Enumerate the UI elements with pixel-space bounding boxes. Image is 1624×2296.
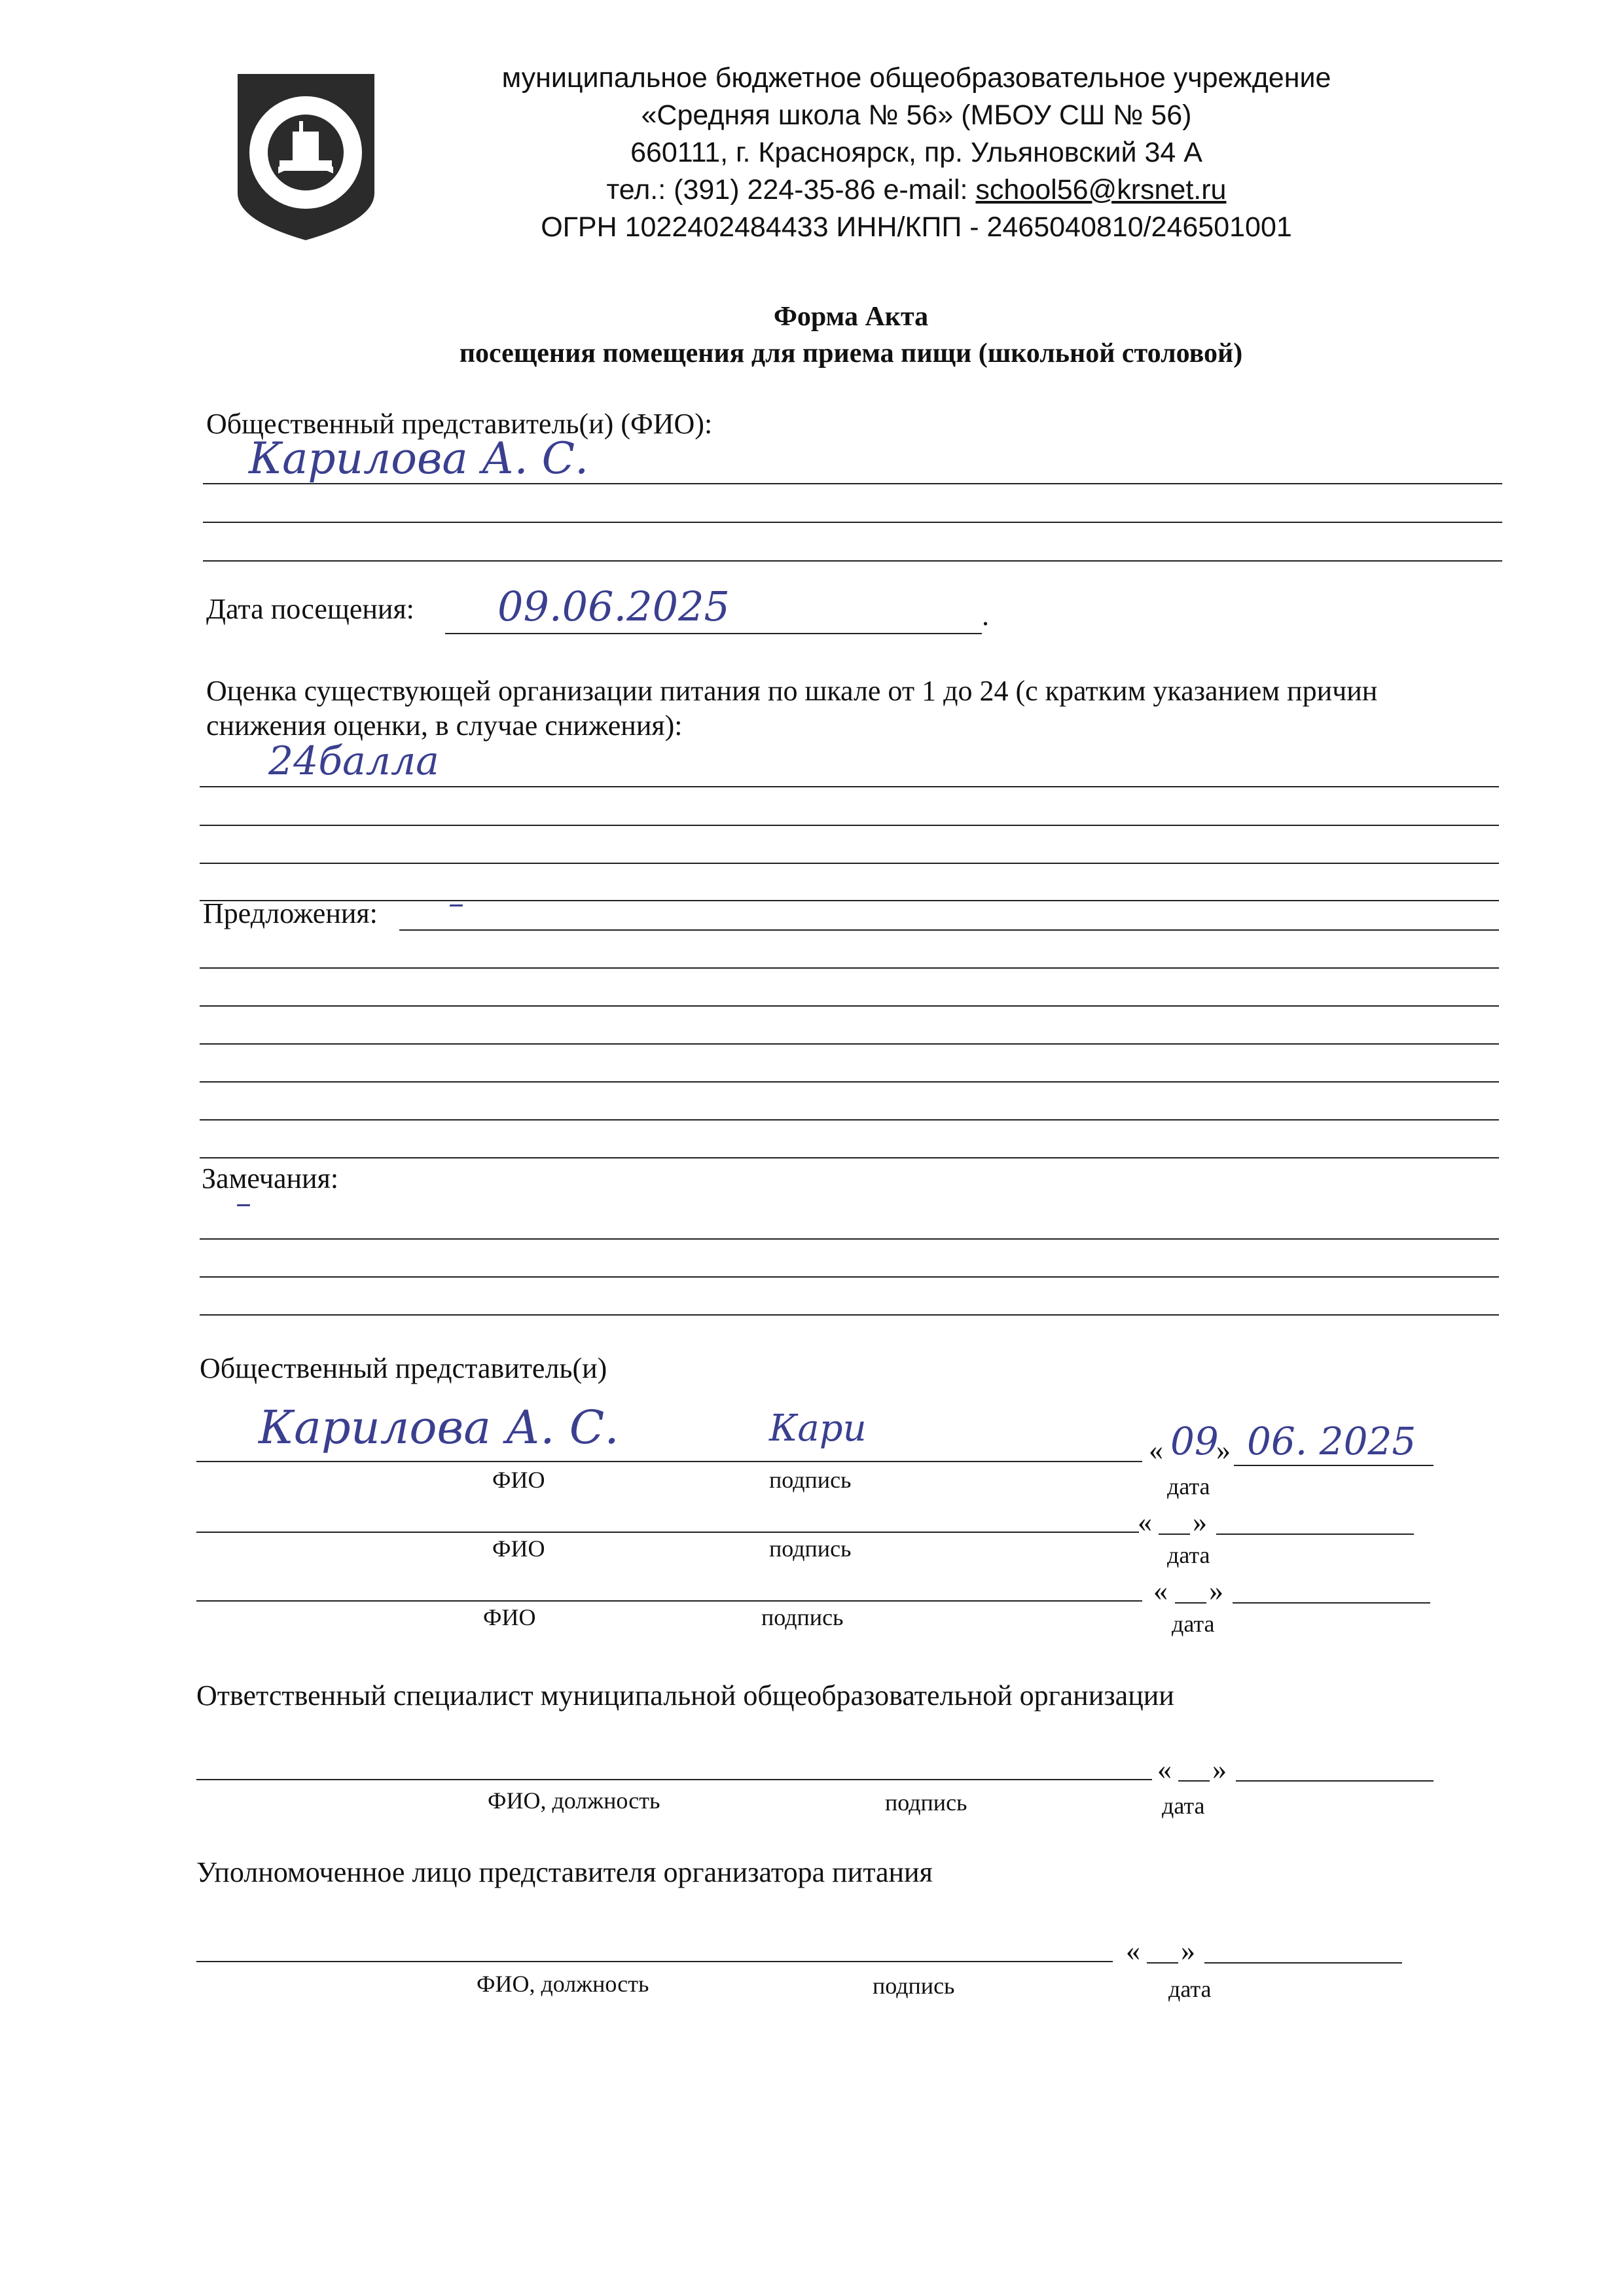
signature-row-3-line [196,1600,1142,1602]
proposals-line-7 [200,1157,1499,1158]
signature-row-3-date-line [1233,1602,1430,1604]
rating-line-1 [200,786,1499,787]
signature-row-3-sign-caption: подпись [761,1604,844,1630]
authorized-line [196,1961,1113,1962]
specialist-heading: Ответственный специалист муниципальной общеобразовательной организации [196,1679,1174,1712]
signature-row-2-quote-close: » [1193,1506,1207,1538]
specialist-quote-open: « [1157,1753,1172,1785]
authorized-heading: Уполномоченное лицо представителя организатора питания [196,1856,933,1888]
org-email-link[interactable]: school56@krsnet.ru [975,174,1227,206]
proposals-value: – [448,885,464,922]
representative-line-1 [203,483,1502,484]
remarks-label: Замечания: [202,1162,339,1194]
representative-label: Общественный представитель(и) (ФИО): [206,408,713,440]
proposals-line-4 [200,1043,1499,1045]
signature-row-3-quote-close: » [1209,1575,1223,1607]
specialist-fio-caption: ФИО, должность [488,1787,660,1814]
signature-row-1-date-line [1234,1465,1434,1466]
signature-row-1-month-year: 06. 2025 [1247,1419,1416,1463]
proposals-label: Предложения: [203,897,378,929]
authorized-sign-caption: подпись [873,1973,955,1999]
representative-value: Карилова А. С. [249,433,589,484]
rating-line-4 [200,900,1499,901]
visit-date-suffix: . [982,600,989,632]
rating-label-line2: снижения оценки, в случае снижения): [206,709,683,742]
specialist-date-line [1236,1780,1434,1782]
specialist-sign-caption: подпись [885,1789,967,1816]
org-name-line2: «Средняя школа № 56» (МБОУ СШ № 56) [641,99,1192,131]
proposals-line-2 [200,967,1499,969]
proposals-line-5 [200,1081,1499,1083]
org-address: 660111, г. Красноярск, пр. Ульяновский 34 А [630,137,1202,168]
signature-row-2-quote-open: « [1138,1506,1152,1538]
rating-label-line1: Оценка существующей организации питания по шкале от 1 до 24 (с кратким указанием причин [206,675,1378,707]
signatures-heading: Общественный представитель(и) [200,1352,607,1384]
form-subtitle: посещения помещения для приема пищи (школьной столовой) [459,338,1243,368]
org-contacts [367,174,1466,206]
remarks-line-1 [200,1238,1499,1240]
signature-row-2-date-caption: дата [1167,1542,1210,1568]
signature-row-1-sign-caption: подпись [769,1467,852,1493]
authorized-fio-caption: ФИО, должность [477,1971,649,1997]
signature-row-1-quote-open: « [1149,1434,1163,1466]
school-emblem [232,69,380,245]
remarks-line-3 [200,1314,1499,1316]
authorized-quote-open: « [1126,1935,1140,1967]
authorized-date-line [1204,1962,1402,1964]
signature-row-1-line [196,1461,1142,1462]
signature-row-1-quote-close: » [1216,1434,1231,1466]
specialist-line [196,1779,1152,1780]
visit-date-line [445,633,982,634]
authorized-day-line [1147,1962,1178,1964]
rating-value: 24балла [268,738,439,784]
signature-row-2-date-line [1216,1534,1414,1535]
signature-row-1-fio: Карилова А. С. [259,1401,619,1454]
representative-line-3 [203,560,1502,562]
signature-row-3-day-line [1175,1602,1206,1604]
org-name-line1: муниципальное бюджетное общеобразовательное учреждение [501,62,1331,94]
signature-row-3-quote-open: « [1153,1575,1168,1607]
visit-date-label: Дата посещения: [206,593,414,625]
visit-date-value: 09.06.2025 [497,583,730,630]
signature-row-3-date-caption: дата [1172,1611,1215,1637]
remarks-value: – [236,1185,251,1221]
signature-row-2-line [196,1532,1139,1533]
authorized-quote-close: » [1181,1935,1195,1967]
proposals-line-3 [200,1005,1499,1007]
signature-row-1-date-caption: дата [1167,1473,1210,1499]
proposals-line-1 [399,929,1499,931]
signature-row-1-fio-caption: ФИО [492,1467,545,1493]
specialist-date-caption: дата [1162,1793,1205,1819]
specialist-quote-close: » [1212,1753,1227,1785]
signature-row-2-fio-caption: ФИО [492,1535,545,1562]
authorized-date-caption: дата [1168,1976,1212,2002]
signature-row-2-sign-caption: подпись [769,1535,852,1562]
proposals-line-6 [200,1119,1499,1121]
representative-line-2 [203,522,1502,523]
signature-row-1-signature: Кари [769,1407,867,1450]
rating-line-3 [200,863,1499,864]
rating-line-2 [200,825,1499,826]
specialist-day-line [1178,1780,1210,1782]
form-title: Форма Акта [773,302,929,332]
org-phone: тел.: (391) 224-35-86 e-mail: [606,174,976,206]
signature-row-3-fio-caption: ФИО [483,1604,536,1630]
signature-row-2-day-line [1159,1534,1190,1535]
org-requisites: ОГРН 1022402484433 ИНН/КПП - 2465040810/246501001 [541,211,1292,243]
signature-row-1-day: 09 [1170,1419,1219,1463]
remarks-line-2 [200,1276,1499,1278]
